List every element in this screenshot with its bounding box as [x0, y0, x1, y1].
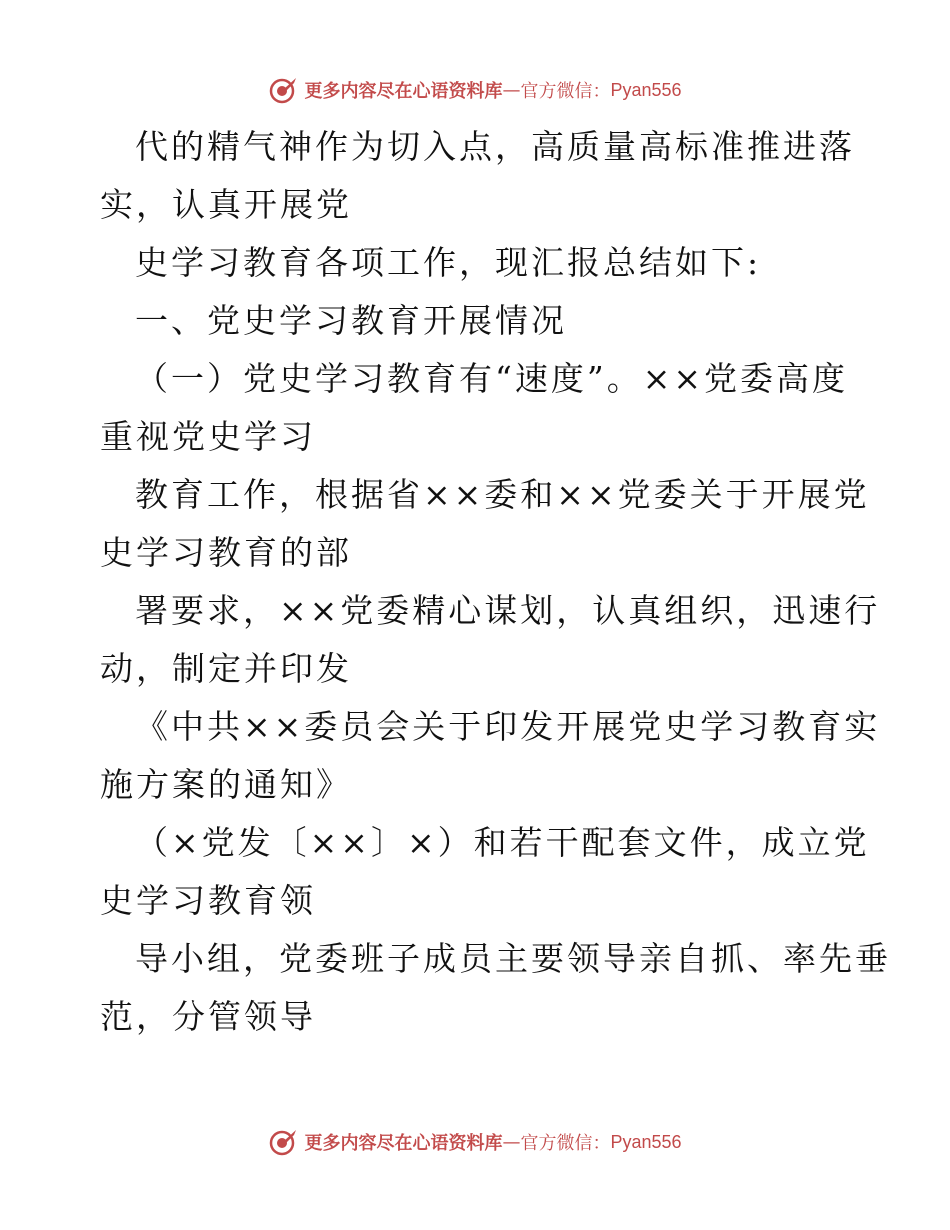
- footer-watermark-banner: [0, 1122, 950, 1162]
- body-line: （×党发〔××〕×）和若干配套文件，成立党: [135, 823, 870, 862]
- body-line: 史学习教育的部: [100, 533, 352, 572]
- body-line: 施方案的通知》: [100, 765, 352, 804]
- banner-wechat-id: Pyan556: [610, 79, 682, 100]
- banner-separator: —: [502, 1131, 521, 1153]
- header-watermark-banner: [0, 70, 950, 110]
- banner-main-text: 更多内容尽在心语资料库: [304, 1133, 503, 1154]
- body-line: 实，认真开展党: [100, 185, 352, 224]
- body-line: 署要求，××党委精心谋划，认真组织，迅速行: [135, 591, 881, 630]
- section-heading: 一、党史学习教育开展情况: [135, 301, 567, 340]
- banner-wechat-label: 官方微信：: [520, 1133, 611, 1154]
- banner-wechat-label: 官方微信：: [520, 81, 611, 102]
- banner-main-text: 更多内容尽在心语资料库: [304, 81, 503, 102]
- body-line: （一）党史学习教育有“速度”。××党委高度: [135, 359, 849, 398]
- body-line: 《中共××委员会关于印发开展党史学习教育实: [135, 707, 881, 746]
- banner-wechat-id: Pyan556: [610, 1131, 682, 1152]
- body-line: 代的精气神作为切入点，高质量高标准推进落: [135, 127, 855, 166]
- quill-logo-icon: [268, 1127, 298, 1157]
- body-line: 重视党史学习: [100, 417, 316, 456]
- quill-logo-icon: [268, 75, 298, 105]
- body-line: 教育工作，根据省××委和××党委关于开展党: [135, 475, 870, 514]
- body-line: 史学习教育各项工作，现汇报总结如下:: [135, 243, 762, 282]
- body-line: 动，制定并印发: [100, 649, 352, 688]
- banner-separator: —: [502, 79, 521, 101]
- body-line: 导小组，党委班子成员主要领导亲自抓、率先垂: [135, 939, 891, 978]
- document-body: [100, 118, 891, 1046]
- body-line: 范，分管领导: [100, 997, 316, 1036]
- body-line: 史学习教育领: [100, 881, 316, 920]
